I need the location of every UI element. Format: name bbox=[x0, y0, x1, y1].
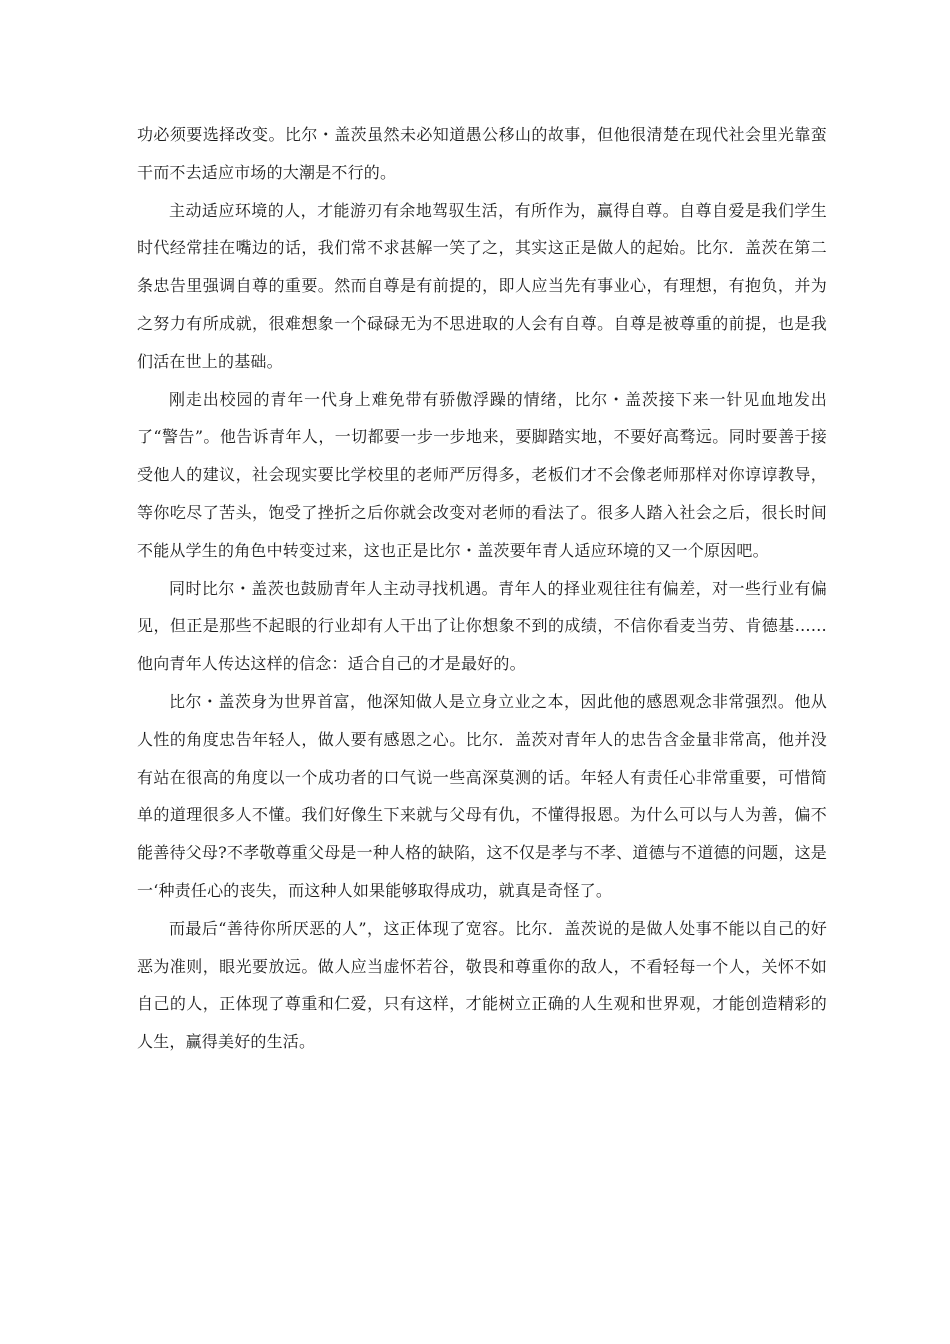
paragraph: 同时比尔・盖茨也鼓励青年人主动寻找机遇。青年人的择业观往往有偏差，对一些行业有偏见，但正是那些不起眼的行业却有人干出了让你想象不到的成绩，不信你看麦当劳、肯德基……他向青年人传达这样的信念：适合自己的才是最好的。 bbox=[137, 578, 827, 674]
paragraph-continuation: 功必须要选择改变。比尔・盖茨虽然未必知道愚公移山的故事，但他很清楚在现代社会里光靠蛮干而不去适应市场的大潮是不行的。 bbox=[137, 125, 827, 182]
paragraph: 比尔・盖茨身为世界首富，他深知做人是立身立业之本，因此他的感恩观念非常强烈。他从人性的角度忠告年轻人，做人要有感恩之心。比尔．盖茨对青年人的忠告含金量非常高，他并没有站在很高的角度以一个成功者的口气说一些高深莫测的话。年轻人有责任心非常重要，可惜简单的道理很多人不懂。我们好像生下来就与父母有仇，不懂得报恩。为什么可以与人为善，偏不能善待父母?不孝敬尊重父母是一种人格的缺陷，这不仅是孝与不孝、道德与不道德的问题，这是一‘种责任心的丧失，而这种人如果能够取得成功，就真是奇怪了。 bbox=[137, 691, 827, 900]
paragraph: 主动适应环境的人，才能游刃有余地驾驭生活，有所作为，赢得自尊。自尊自爱是我们学生时代经常挂在嘴边的话，我们常不求甚解一笑了之，其实这正是做人的起始。比尔．盖茨在第二条忠告里强调自尊的重要。然而自尊是有前提的，即人应当先有事业心，有理想，有抱负，并为之努力有所成就，很难想象一个碌碌无为不思进取的人会有自尊。自尊是被尊重的前提，也是我们活在世上的基础。 bbox=[137, 200, 827, 371]
document-body bbox=[137, 116, 827, 1061]
paragraph: 刚走出校园的青年一代身上难免带有骄傲浮躁的情绪，比尔・盖茨接下来一针见血地发出了“警告”。他告诉青年人，一切都要一步一步地来，要脚踏实地，不要好高骛远。同时要善于接受他人的建议，社会现实要比学校里的老师严厉得多，老板们才不会像老师那样对你谆谆教导，等你吃尽了苦头，饱受了挫折之后你就会改变对老师的看法了。很多人踏入社会之后，很长时间不能从学生的角色中转变过来，这也正是比尔・盖茨要年青人适应环境的又一个原因吧。 bbox=[137, 389, 827, 560]
paragraph: 而最后“善待你所厌恶的人”，这正体现了宽容。比尔．盖茨说的是做人处事不能以自己的好恶为准则，眼光要放远。做人应当虚怀若谷，敬畏和尊重你的敌人，不看轻每一个人，关怀不如自己的人，正体现了尊重和仁爱，只有这样，才能树立正确的人生观和世界观，才能创造精彩的人生，赢得美好的生活。 bbox=[137, 918, 827, 1052]
